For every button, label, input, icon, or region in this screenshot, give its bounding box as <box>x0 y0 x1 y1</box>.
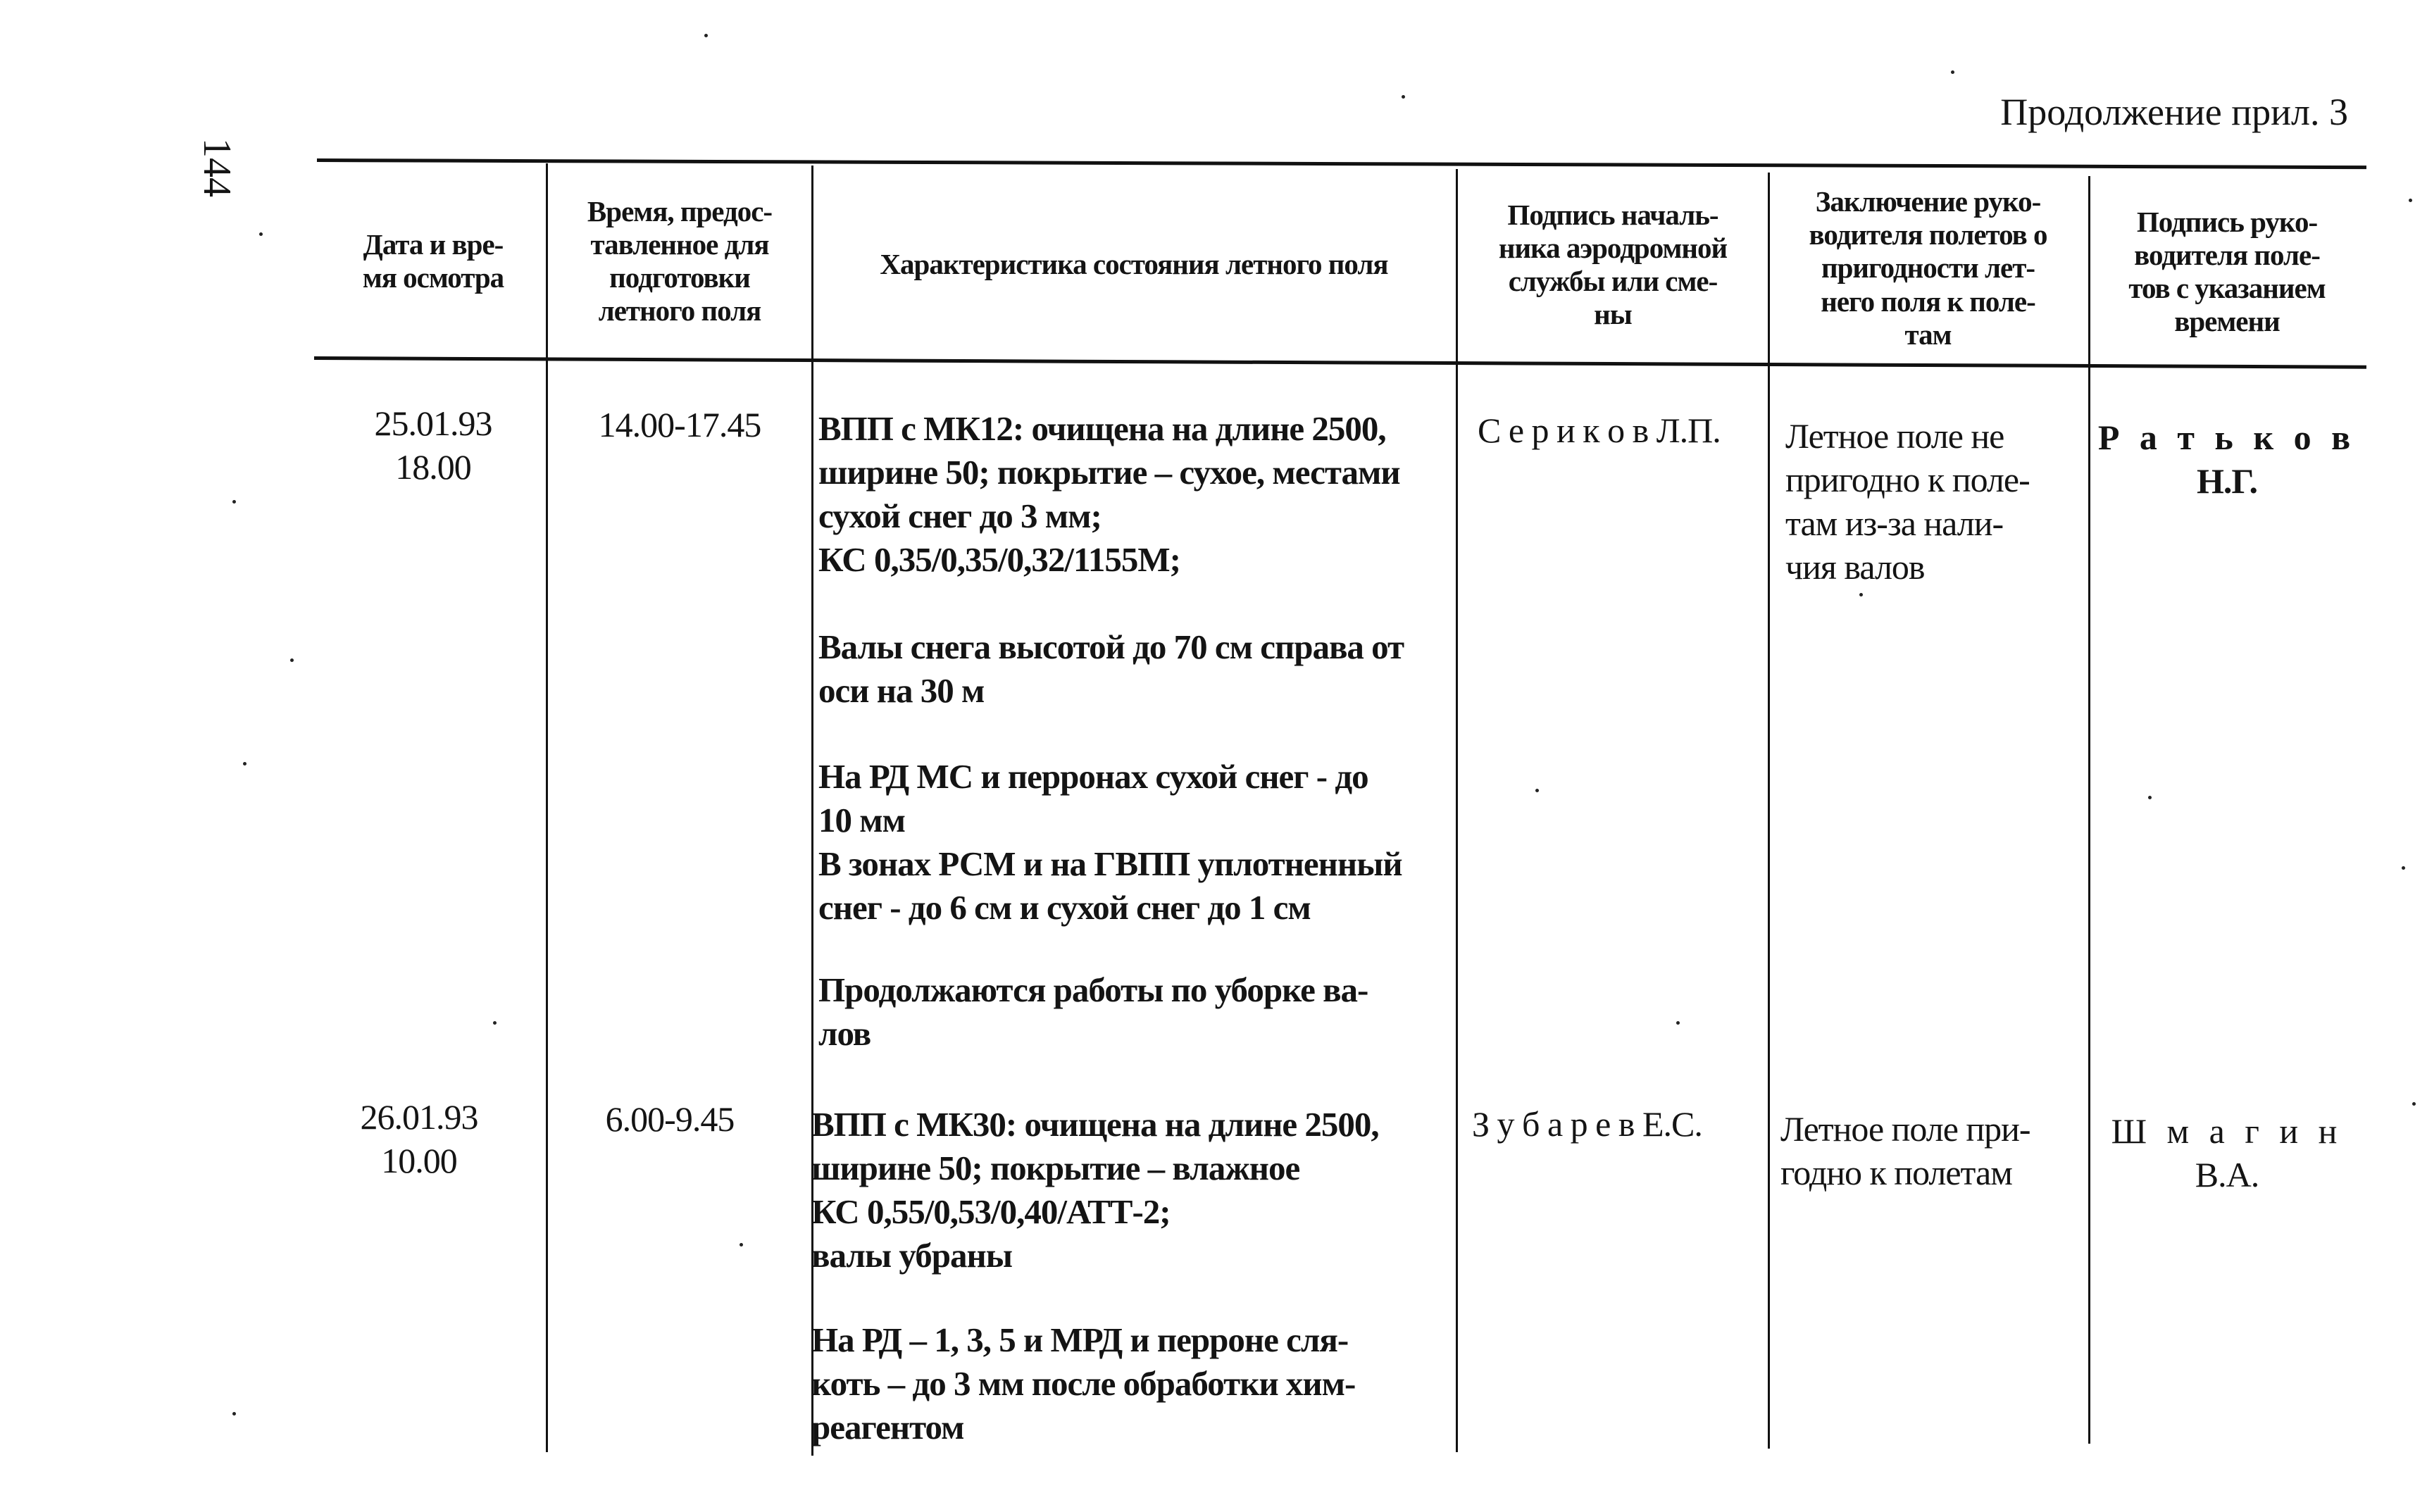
row-characteristics: ВПП с МК30: очищена на длине 2500, ширине 50; покрытие – влажное КС 0,55/0,53/0,40/АТТ-2; валы убраны <box>811 1105 1379 1275</box>
scan-speck <box>259 232 263 236</box>
header-conclusion: Заключение руко- водителя полетов о пригодности лет- него поля к поле- там <box>1809 185 2047 351</box>
scan-speck <box>2412 1102 2416 1106</box>
scan-speck <box>704 34 708 37</box>
scan-speck <box>2409 199 2412 202</box>
row-time-allotted: 6.00-9.45 <box>605 1099 735 1139</box>
table-top-rule <box>317 158 2366 169</box>
scan-speck <box>1951 70 1954 74</box>
row-date: 26.01.93 10.00 <box>360 1097 478 1180</box>
scan-speck <box>1535 789 1539 792</box>
page-number: 144 <box>195 138 239 197</box>
row-conclusion: Летное поле при- годно к полетам <box>1780 1109 2030 1192</box>
scan-speck <box>493 1021 497 1025</box>
scan-speck <box>243 762 247 766</box>
row-head-signature: Р а т ь к о в Н.Г. <box>2097 418 2357 501</box>
row-characteristics: Валы снега высотой до 70 см справа от оси на 30 м <box>818 627 1404 710</box>
scan-speck <box>740 1243 743 1247</box>
row-head-signature: Ш м а г и н В.А. <box>2111 1111 2343 1194</box>
row-time-allotted: 14.00-17.45 <box>598 405 761 444</box>
row-date: 25.01.93 18.00 <box>374 404 492 487</box>
continuation-label: Продолжение прил. 3 <box>2000 91 2348 133</box>
header-characteristics: Характеристика состояния летного поля <box>880 248 1388 281</box>
scan-speck <box>1402 95 1405 99</box>
header-date: Дата и вре- мя осмотра <box>362 227 504 294</box>
column-divider-4 <box>1768 173 1770 1449</box>
row-characteristics: На РД МС и перронах сухой снег - до 10 мм В зонах РСМ и на ГВПП уплотненный снег - до 6 см и сухой снег до 1 см <box>818 757 1402 927</box>
header-service-signature: Подпись началь- ника аэродромной службы или сме- ны <box>1498 198 1728 331</box>
scan-speck <box>1676 1021 1680 1025</box>
scan-speck <box>2402 866 2405 870</box>
header-head-signature: Подпись руко- водителя поле- тов с указанием времени <box>2128 205 2326 338</box>
row-characteristics: ВПП с МК12: очищена на длине 2500, ширине 50; покрытие – сухое, местами сухой снег до 3 мм; КС 0,35/0,35/0,32/1155М; <box>818 409 1400 579</box>
scan-speck <box>290 658 294 662</box>
header-time-allotted: Время, предос- тавленное для подготовки летного поля <box>587 194 773 327</box>
scan-speck <box>232 1412 236 1416</box>
row-characteristics: На РД – 1, 3, 5 и МРД и перроне сля- коть – до 3 мм после обработки хим- реагентом <box>811 1320 1356 1447</box>
row-service-signature: С е р и к о в Л.П. <box>1478 411 1721 450</box>
row-characteristics: Продолжаются работы по уборке ва- лов <box>818 970 1368 1053</box>
row-conclusion: Летное поле не пригодно к поле- там из-за нали- чия валов <box>1785 416 2030 587</box>
column-divider-5 <box>2088 176 2090 1444</box>
row-service-signature: З у б а р е в Е.С. <box>1472 1104 1702 1144</box>
column-divider-3 <box>1456 169 1458 1452</box>
scan-speck <box>2148 796 2152 799</box>
scan-speck <box>232 500 236 504</box>
column-divider-1 <box>546 163 548 1452</box>
scan-speck <box>1859 593 1863 596</box>
